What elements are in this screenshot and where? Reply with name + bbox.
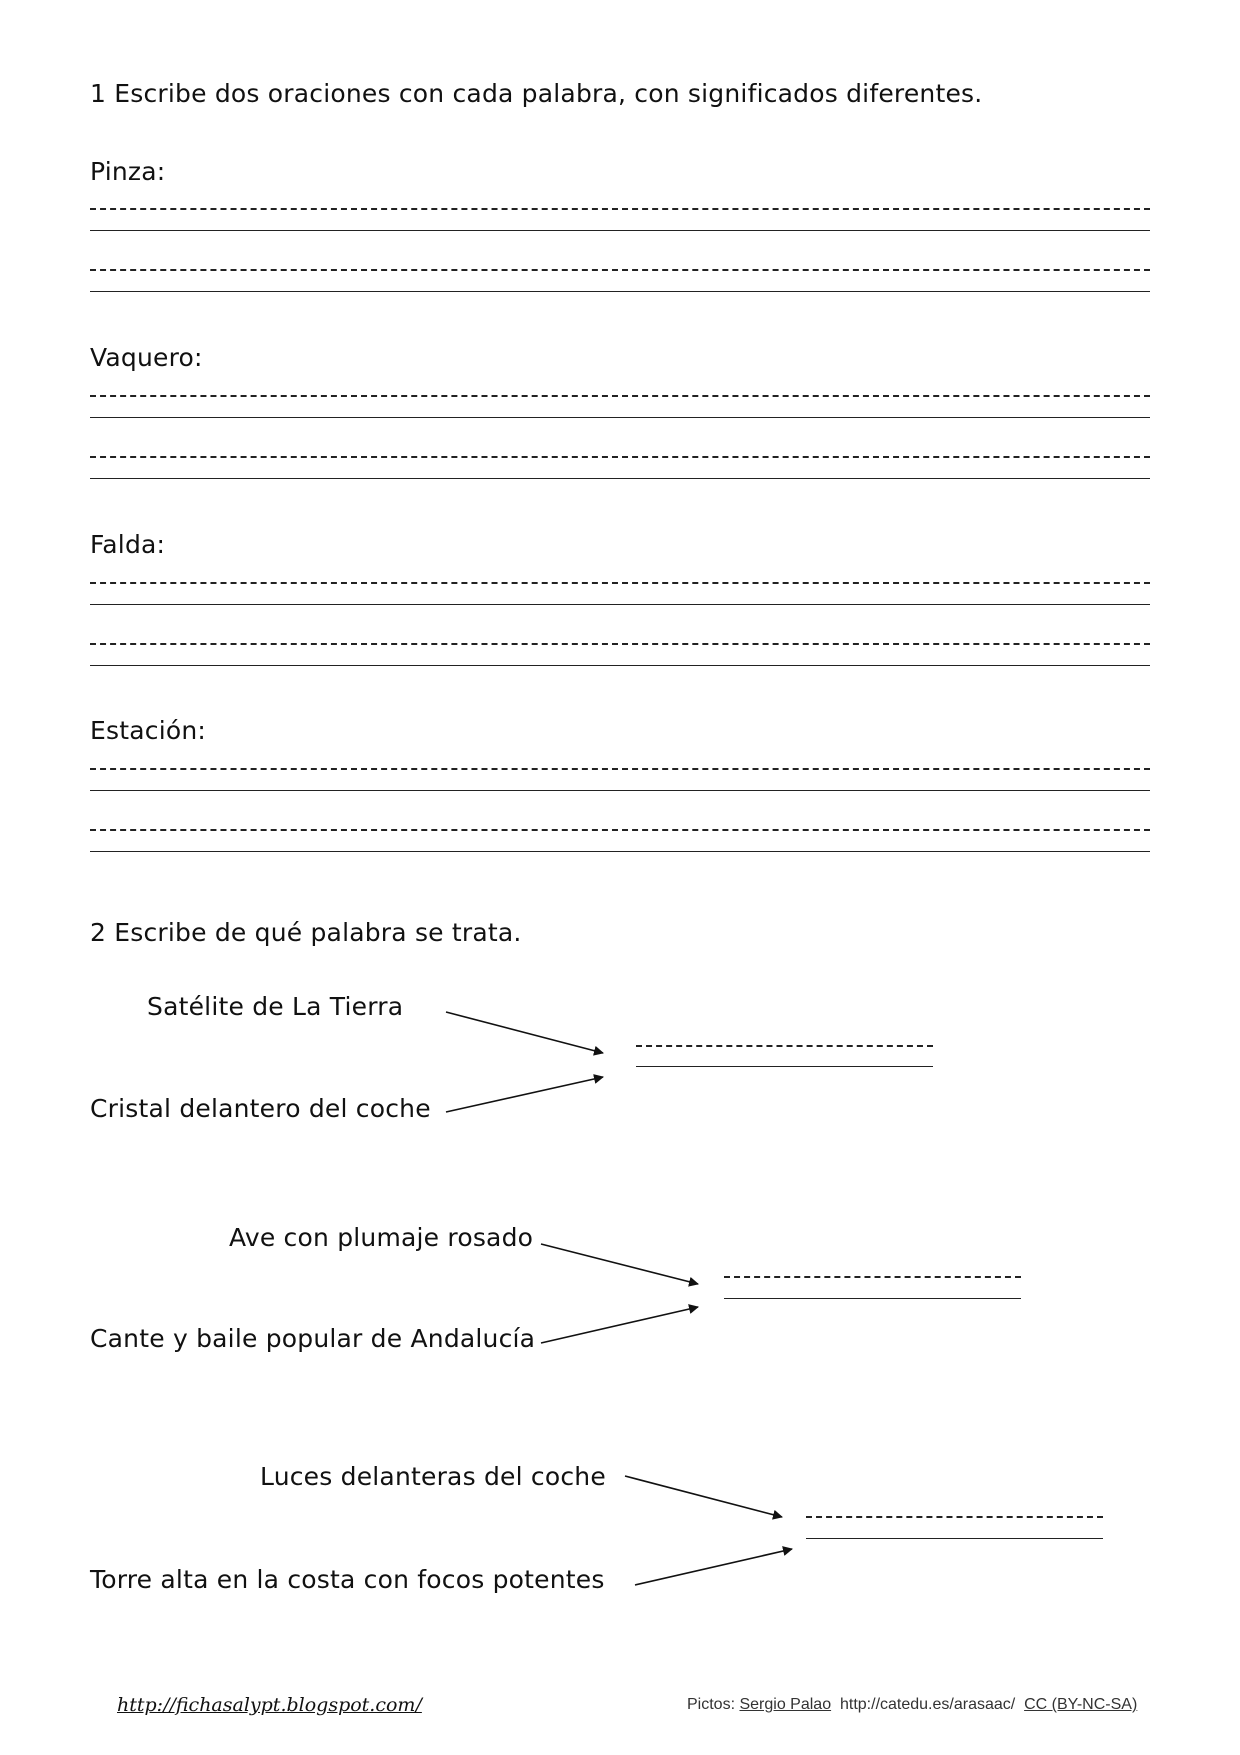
word-label-vaquero: Vaquero:: [90, 343, 203, 372]
clue-text: Cristal delantero del coche: [90, 1094, 431, 1123]
author-link[interactable]: Sergio Palao: [739, 1696, 832, 1713]
clue-text: Cante y baile popular de Andalucía: [90, 1324, 536, 1353]
arrow: [635, 1549, 792, 1585]
word-label-falda: Falda:: [90, 530, 166, 559]
word-label-estacion: Estación:: [90, 716, 206, 745]
license-link[interactable]: CC (BY-NC-SA): [1024, 1696, 1138, 1713]
pictos-label: Pictos:: [687, 1696, 736, 1713]
arrow: [446, 1077, 603, 1112]
clue-text: Satélite de La Tierra: [147, 992, 404, 1021]
footer-credits: [687, 1696, 1137, 1714]
clue-text: Ave con plumaje rosado: [229, 1223, 534, 1252]
exercise-2-title: 2 Escribe de qué palabra se trata.: [90, 918, 522, 947]
arrow: [625, 1476, 782, 1517]
arrow: [446, 1012, 603, 1053]
footer-blog-link[interactable]: http://fichasalypt.blogspot.com/: [117, 1694, 422, 1716]
clue-text: Luces delanteras del coche: [260, 1462, 606, 1491]
arasaac-url[interactable]: http://catedu.es/arasaac/: [839, 1696, 1016, 1713]
arrow: [541, 1307, 698, 1343]
arrow: [541, 1244, 698, 1284]
exercise-1-title: 1 Escribe dos oraciones con cada palabra, con significados diferentes.: [90, 79, 983, 108]
clue-text: Torre alta en la costa con focos potentes: [90, 1565, 605, 1594]
word-label-pinza: Pinza:: [90, 157, 166, 186]
